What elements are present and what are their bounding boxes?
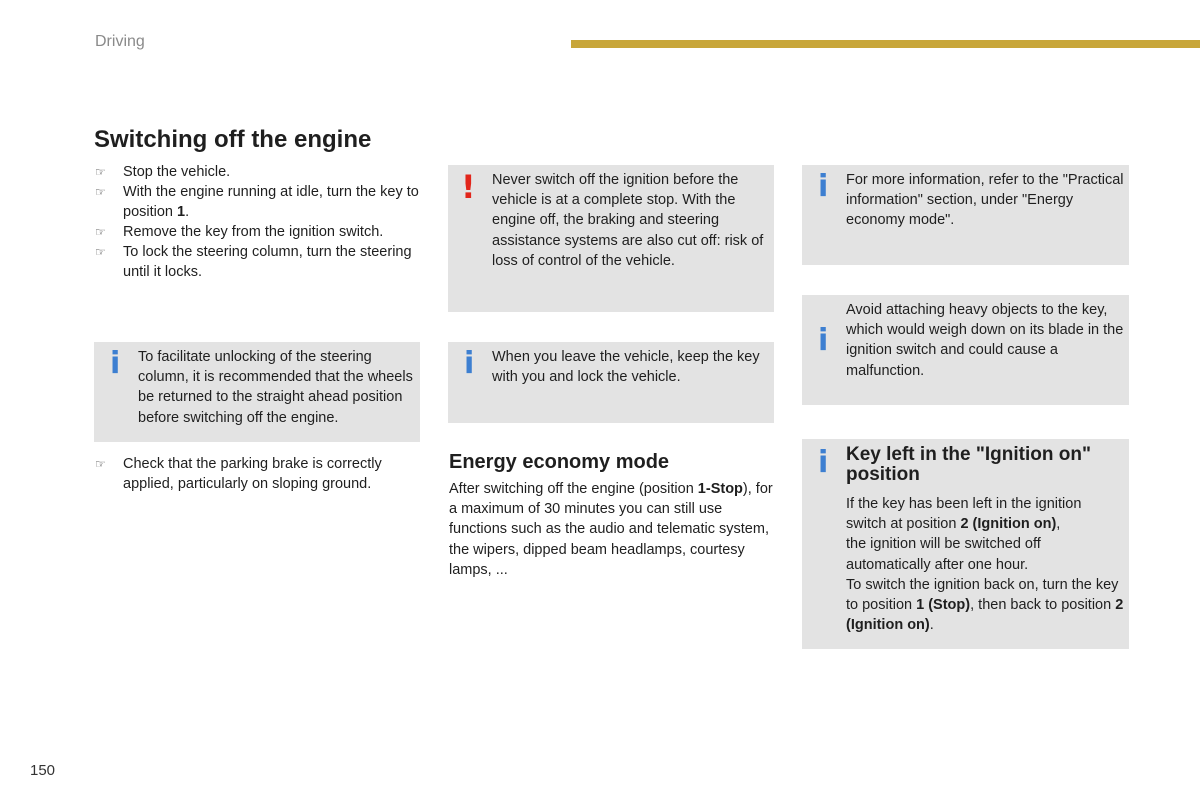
info-icon: i — [818, 445, 829, 480]
info-text: Avoid attaching heavy objects to the key, which would weigh down on its blade in the ignition switch and could cause a malfunction. — [846, 302, 1124, 379]
info-text: When you leave the vehicle, keep the key with you and lock the vehicle. — [492, 349, 760, 386]
page-number: 150 — [30, 762, 56, 779]
pointing-hand-icon: ☞ — [95, 185, 106, 199]
info-box-unlock — [94, 342, 420, 442]
warning-icon: ! — [461, 168, 476, 206]
list-item: ☞ Stop the vehicle. — [95, 164, 231, 180]
pointing-hand-icon: ☞ — [95, 165, 106, 179]
info-box-key-left — [802, 439, 1129, 649]
pointing-hand-icon: ☞ — [95, 225, 106, 239]
info-box-heavy — [802, 295, 1129, 405]
page-title: Switching off the engine — [94, 126, 372, 153]
warning-box — [448, 165, 774, 312]
info-box-leave — [448, 342, 774, 423]
energy-heading: Energy economy mode — [449, 451, 670, 473]
list-item: ☞ To lock the steering column, turn the steering until it locks. — [95, 244, 412, 280]
steps-list-parking — [95, 454, 415, 494]
key-left-heading: Key left in the "Ignition on" position — [846, 444, 1091, 485]
pointing-hand-icon: ☞ — [95, 245, 106, 259]
info-text: For more information, refer to the "Practical information" section, under "Energy economy mode". — [846, 172, 1124, 229]
info-icon: i — [818, 169, 829, 204]
section-label: Driving — [95, 33, 145, 50]
pointing-hand-icon: ☞ — [95, 457, 106, 471]
list-item: ☞ With the engine running at idle, turn the key to position 1. — [95, 184, 419, 220]
info-icon: i — [818, 323, 829, 358]
key-left-text: If the key has been left in the ignition switch at position 2 (Ignition on), the ignition will be switched off automatically after one hour. To switch the ignition back on, turn the key to position 1 (Stop), then back to position 2 (Ignition on). — [846, 496, 1124, 634]
info-box-more — [802, 165, 1129, 265]
warning-text: Never switch off the ignition before the vehicle is at a complete stop. With the engine off, the braking and steering assistance systems are also cut off: risk of loss of control of the vehicle. — [492, 172, 764, 269]
steps-list — [95, 162, 430, 282]
info-icon: i — [110, 346, 121, 381]
info-text: To facilitate unlocking of the steering column, it is recommended that the wheels be returned to the straight ahead position before switching off the engine. — [138, 349, 413, 426]
list-item: ☞ Check that the parking brake is correctly applied, particularly on sloping ground. — [95, 456, 382, 492]
list-item: ☞ Remove the key from the ignition switch. — [95, 224, 384, 240]
energy-text: After switching off the engine (position 1-Stop), for a maximum of 30 minutes you can still use functions such as the audio and telematic system, the wipers, dipped beam headlamps, courtesy lamps, ... — [449, 481, 773, 578]
header-accent-bar — [571, 40, 1200, 48]
info-icon: i — [464, 346, 475, 381]
